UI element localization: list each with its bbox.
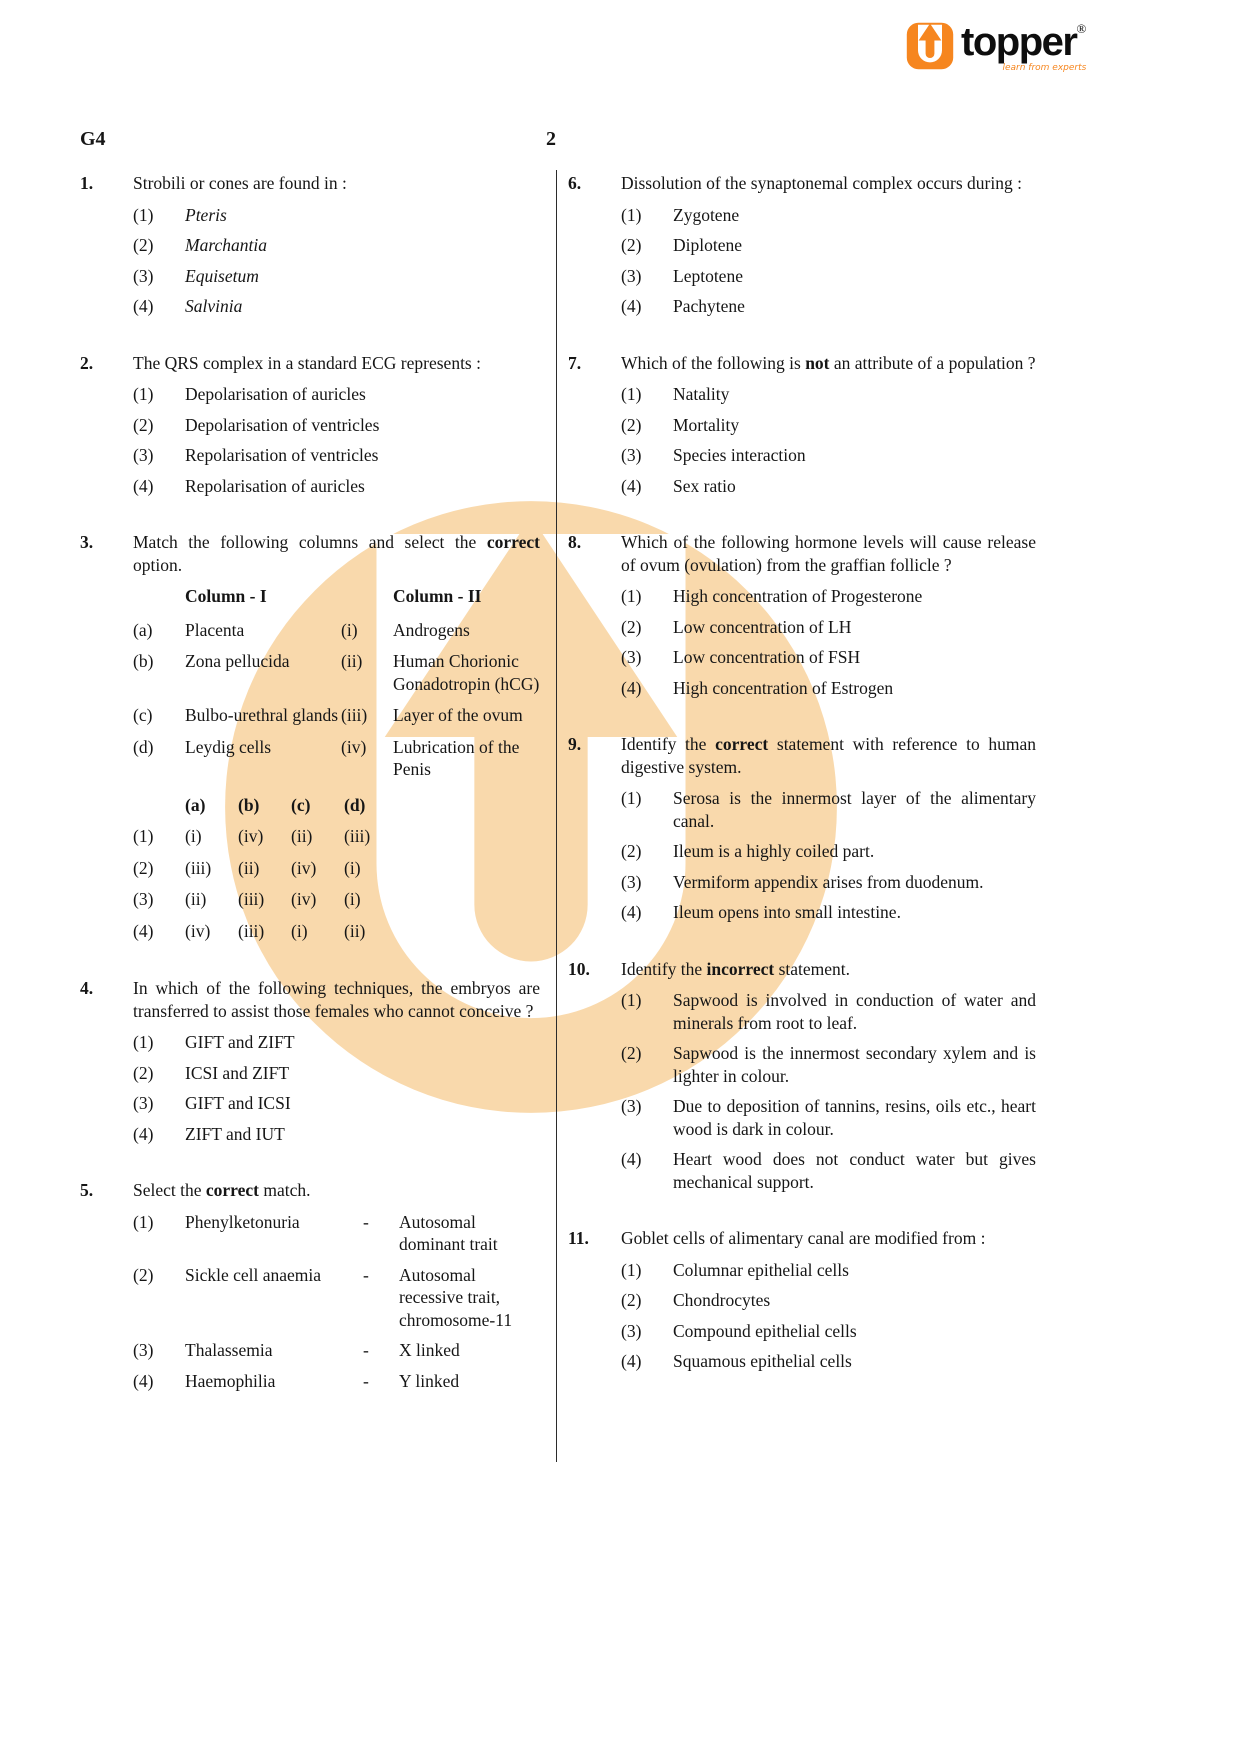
text-segment: Goblet cells of alimentary canal are modified from : (621, 1228, 986, 1248)
spacer (133, 585, 185, 608)
option (133, 383, 540, 406)
text-segment: an attribute of a population ? (829, 352, 1036, 373)
text-segment: Heart wood does not conduct water but gives mechanical support. (673, 1149, 1036, 1192)
match-pair (133, 1370, 540, 1393)
question-number: 9. (568, 734, 582, 754)
text-segment: Identify the (621, 734, 716, 754)
option-text (673, 840, 1036, 863)
option-label: (3) (133, 265, 154, 286)
question-4 (80, 977, 540, 1153)
option (133, 1062, 540, 1085)
text-segment: Leptotene (673, 265, 743, 286)
option-text (673, 677, 1036, 700)
pair-dash: - (363, 1211, 369, 1232)
option-label: (4) (133, 475, 154, 496)
option-text (185, 1123, 540, 1146)
text-segment: ICSI and ZIFT (185, 1062, 290, 1083)
match-header-row (133, 585, 540, 608)
text-segment: Ileum is a highly coiled part. (673, 841, 875, 861)
text-segment: Which of the following is (621, 352, 806, 373)
pair-right-text: X linked (399, 1340, 460, 1360)
option (621, 204, 1036, 227)
option (133, 444, 540, 467)
match-left-label: (d) (133, 736, 154, 757)
question-3 (80, 531, 540, 951)
option (621, 265, 1036, 288)
grid-header-cell: (c) (291, 794, 311, 815)
text-segment: Identify the (621, 958, 707, 979)
option-label: (2) (133, 235, 154, 255)
option-label: (1) (133, 384, 154, 404)
grid-cell: (ii) (238, 857, 260, 878)
option-label: (2) (133, 414, 154, 435)
grid-cell: (ii) (344, 920, 366, 941)
text-segment: Mortality (673, 414, 740, 435)
option (133, 414, 540, 437)
pair-right-text: Autosomal recessive trait, chromosome-11 (399, 1264, 513, 1330)
text-segment: Columnar epithelial cells (673, 1259, 849, 1280)
grid-cell: (iii) (238, 920, 265, 941)
question-number: 10. (568, 958, 590, 979)
text-segment: Natality (673, 384, 730, 404)
option (133, 1031, 540, 1054)
question-7 (568, 352, 1036, 506)
question-6 (568, 172, 1036, 326)
text-segment: correct (205, 1180, 259, 1200)
page-number: 2 (546, 128, 556, 150)
question-number: 1. (80, 173, 94, 193)
grid-cell: (i) (344, 857, 361, 878)
option (621, 1095, 1036, 1140)
option-text (673, 787, 1036, 832)
option-text (673, 234, 1036, 257)
option (621, 1350, 1036, 1373)
brand-tagline: learn from experts (1002, 63, 1087, 73)
text-segment: Species interaction (673, 445, 806, 465)
text-segment: correct (486, 532, 540, 552)
text-segment: not (805, 352, 830, 373)
option-text (185, 383, 540, 406)
option-text (673, 901, 1036, 924)
option (621, 840, 1036, 863)
brand-name: topper (961, 20, 1077, 64)
option-label: (2) (621, 414, 642, 435)
answer-grid-row (133, 857, 540, 880)
option-label: (3) (621, 871, 642, 892)
option-label: (2) (133, 1062, 154, 1083)
grid-cell: (i) (344, 889, 361, 909)
text-segment: ZIFT and IUT (185, 1123, 285, 1144)
option-text (673, 475, 1036, 498)
option-label: (4) (621, 902, 642, 922)
option-label: (2) (621, 616, 642, 637)
text-segment: Diplotene (673, 235, 743, 255)
option-text (673, 414, 1036, 437)
question-body (621, 172, 1036, 326)
answer-grid-row (133, 825, 540, 848)
text-segment: Sapwood is involved in conduction of water and minerals from root to leaf. (673, 990, 1036, 1033)
option-label: (3) (621, 1320, 642, 1341)
match-row (133, 704, 540, 727)
option-text (673, 204, 1036, 227)
question-number: 6. (568, 173, 582, 193)
option-label: (1) (621, 990, 642, 1010)
text-segment: Zygotene (673, 204, 740, 225)
match-row (133, 736, 540, 781)
option-text (185, 414, 540, 437)
match-pair (133, 1339, 540, 1362)
option (621, 989, 1036, 1034)
question-number: 2. (80, 352, 94, 373)
text-segment: option. (133, 554, 183, 575)
option-label: (2) (133, 857, 154, 878)
option-label: (3) (621, 1096, 642, 1116)
text-segment: High concentration of Progesterone (673, 586, 923, 606)
question-9 (568, 733, 1036, 932)
question-2 (80, 352, 540, 506)
spacer (341, 585, 393, 608)
text-segment: Pteris (185, 204, 227, 225)
text-segment: Sapwood is the innermost secondary xylem and is lighter in colour. (673, 1043, 1036, 1086)
grid-header-cell: (d) (344, 794, 366, 815)
grid-cell: (iv) (238, 826, 264, 846)
option-label: (1) (621, 384, 642, 404)
question-body (133, 531, 540, 951)
option-label: (1) (621, 788, 642, 808)
option-label: (3) (621, 445, 642, 465)
registered-mark: ® (1076, 21, 1087, 36)
option (621, 871, 1036, 894)
text-segment: The QRS complex in a standard ECG represents : (133, 352, 481, 373)
text-segment: Serosa is the innermost layer of the alimentary canal. (673, 788, 1036, 831)
option (621, 787, 1036, 832)
text-segment: correct (715, 734, 769, 754)
option (621, 475, 1036, 498)
text-segment: Equisetum (185, 265, 259, 286)
text-segment: Repolarisation of ventricles (185, 445, 379, 465)
match-left-text: Bulbo-urethral glands (185, 705, 339, 725)
option (133, 1123, 540, 1146)
grid-header-cell: (b) (238, 794, 260, 815)
question-body (133, 977, 540, 1153)
answer-grid-row (133, 888, 540, 911)
column-divider (556, 170, 557, 1462)
pair-dash: - (363, 1340, 369, 1360)
option-text (673, 1350, 1036, 1373)
question-number: 3. (80, 532, 94, 552)
question-1 (80, 172, 540, 326)
option (133, 295, 540, 318)
left-column (80, 172, 540, 1426)
match-row (133, 650, 540, 695)
option-label: (3) (133, 445, 154, 465)
question-body (133, 1179, 540, 1400)
option-text (673, 1259, 1036, 1282)
option (133, 475, 540, 498)
grid-cell: (iv) (291, 857, 317, 878)
pair-right-text: Y linked (399, 1370, 460, 1391)
match-left-text: Placenta (185, 619, 245, 640)
match-right-label: (iv) (341, 736, 367, 757)
option (621, 1320, 1036, 1343)
question-prompt (133, 352, 540, 375)
text-segment: Marchantia (185, 235, 267, 255)
text-segment: Low concentration of FSH (673, 647, 861, 667)
match-left-label: (c) (133, 705, 153, 725)
question-body (621, 733, 1036, 932)
text-segment: Pachytene (673, 296, 745, 316)
question-prompt (621, 958, 1036, 981)
option (621, 1042, 1036, 1087)
option-text (185, 265, 540, 288)
option-text (673, 646, 1036, 669)
question-body (133, 172, 540, 326)
option-label: (2) (621, 1290, 642, 1310)
match-right-text: Human Chorionic Gonadotropin (hCG) (393, 651, 540, 694)
question-prompt (133, 531, 540, 576)
option (621, 901, 1036, 924)
option-text (185, 475, 540, 498)
option-label: (1) (621, 204, 642, 225)
question-prompt (133, 172, 540, 195)
match-left-text: Leydig cells (185, 736, 272, 757)
option-text (673, 1095, 1036, 1140)
option-label: (2) (133, 1264, 154, 1285)
match-right-text: Androgens (393, 619, 470, 640)
right-column (568, 172, 1036, 1407)
question-body (621, 352, 1036, 506)
option-text (673, 871, 1036, 894)
text-segment: Chondrocytes (673, 1290, 771, 1310)
question-number: 5. (80, 1180, 94, 1200)
question-number: 11. (568, 1228, 589, 1248)
option (621, 1148, 1036, 1193)
pair-left-text: Haemophilia (185, 1370, 276, 1391)
question-prompt (621, 1227, 1036, 1250)
pair-dash: - (363, 1370, 369, 1391)
question-body (133, 352, 540, 506)
text-segment: Ileum opens into small intestine. (673, 902, 901, 922)
option (621, 234, 1036, 257)
option-text (185, 1062, 540, 1085)
answer-grid-header (133, 794, 540, 817)
option-text (673, 1320, 1036, 1343)
text-segment: In which of the following techniques, the embryos are transferred to assist those females who cannot conceive ? (133, 978, 540, 1021)
grid-cell: (iv) (291, 889, 317, 909)
grid-cell: (iii) (344, 826, 371, 846)
match-left-label: (a) (133, 619, 153, 640)
grid-header-cell: (a) (185, 794, 206, 815)
option-label: (2) (621, 1043, 642, 1063)
option-text (673, 383, 1036, 406)
text-segment: Strobili or cones are found in : (133, 173, 347, 193)
question-prompt (621, 733, 1036, 778)
option (621, 383, 1036, 406)
question-body (621, 1227, 1036, 1381)
option-text (673, 1148, 1036, 1193)
match-left-text: Zona pellucida (185, 651, 290, 671)
text-segment: GIFT and ZIFT (185, 1032, 295, 1052)
option (621, 1259, 1036, 1282)
question-prompt (133, 1179, 540, 1202)
spacer (133, 794, 185, 817)
option-text (673, 989, 1036, 1034)
grid-cell: (ii) (291, 826, 313, 846)
option-label: (4) (621, 296, 642, 316)
option-label: (4) (133, 1123, 154, 1144)
option-label: (2) (621, 235, 642, 255)
text-segment: GIFT and ICSI (185, 1093, 291, 1113)
option-label: (2) (621, 841, 642, 861)
option-text (185, 444, 540, 467)
option-text (673, 444, 1036, 467)
column2-header: Column - II (393, 586, 482, 606)
match-columns-block (133, 585, 540, 942)
topper-logo (906, 22, 1086, 73)
option-text (185, 295, 540, 318)
text-segment: Sex ratio (673, 475, 736, 496)
match-right-text: Layer of the ovum (393, 705, 523, 725)
option-text (185, 1031, 540, 1054)
match-right-label: (iii) (341, 705, 368, 725)
option-text (673, 616, 1036, 639)
option-label: (4) (133, 920, 154, 941)
option-label: (1) (133, 1032, 154, 1052)
question-prompt (133, 977, 540, 1022)
question-number: 8. (568, 532, 582, 552)
pair-left-text: Sickle cell anaemia (185, 1264, 322, 1285)
option-label: (4) (133, 296, 154, 316)
option-text (185, 1092, 540, 1115)
option (621, 1289, 1036, 1312)
match-right-label: (i) (341, 619, 358, 640)
text-segment: Compound epithelial cells (673, 1320, 857, 1341)
option-label: (3) (621, 647, 642, 667)
page-code: G4 (80, 128, 106, 150)
match-right-label: (ii) (341, 651, 363, 671)
option-label: (4) (133, 1370, 154, 1391)
text-segment: Select the (133, 1180, 206, 1200)
option-label: (1) (133, 204, 154, 225)
option-label: (1) (133, 1211, 154, 1232)
option (621, 616, 1036, 639)
grid-cell: (ii) (185, 889, 207, 909)
option (621, 414, 1036, 437)
question-prompt (621, 352, 1036, 375)
match-left-label: (b) (133, 651, 154, 671)
option-label: (3) (621, 265, 642, 286)
option-text (673, 1042, 1036, 1087)
option (621, 444, 1036, 467)
option-label: (4) (621, 1351, 642, 1371)
question-body (621, 958, 1036, 1202)
text-segment: Squamous epithelial cells (673, 1351, 852, 1371)
topper-logo-icon (906, 22, 954, 70)
grid-cell: (i) (185, 826, 202, 846)
option-text (673, 1289, 1036, 1312)
text-segment: statement. (774, 958, 851, 979)
question-11 (568, 1227, 1036, 1381)
question-number: 7. (568, 352, 582, 373)
text-segment: statement with reference to human digestive system. (621, 734, 1037, 777)
question-number: 4. (80, 978, 94, 998)
match-pair (133, 1264, 540, 1332)
option-label: (3) (133, 1093, 154, 1113)
grid-cell: (i) (291, 920, 308, 941)
logo-text (961, 22, 1086, 73)
text-segment: Salvinia (185, 296, 243, 316)
match-right-text: Lubrication of the Penis (393, 736, 520, 779)
option-label: (3) (133, 889, 154, 909)
text-segment: match. (259, 1180, 311, 1200)
option-label: (1) (133, 826, 154, 846)
option (133, 204, 540, 227)
option-text (673, 295, 1036, 318)
text-segment: Which of the following hormone levels will cause release of ovum (ovulation) from the graffian follicle ? (621, 532, 1036, 575)
pair-left-text: Phenylketonuria (185, 1211, 300, 1232)
pair-left-text: Thalassemia (185, 1340, 273, 1360)
text-segment: Depolarisation of ventricles (185, 414, 380, 435)
option-text (673, 585, 1036, 608)
text-segment: Depolarisation of auricles (185, 384, 366, 404)
question-prompt (621, 172, 1036, 195)
text-segment: Low concentration of LH (673, 616, 852, 637)
option (621, 677, 1036, 700)
option-label: (1) (621, 586, 642, 606)
option (133, 265, 540, 288)
text-segment: Repolarisation of auricles (185, 475, 365, 496)
answer-grid-row (133, 920, 540, 943)
grid-cell: (iii) (238, 889, 265, 909)
match-row (133, 619, 540, 642)
text-segment: Due to deposition of tannins, resins, oils etc., heart wood is dark in colour. (673, 1096, 1036, 1139)
question-body (621, 531, 1036, 707)
option-text (185, 204, 540, 227)
text-segment: Match the following columns and select the (133, 532, 487, 552)
column1-header: Column - I (185, 586, 267, 606)
question-prompt (621, 531, 1036, 576)
option (133, 234, 540, 257)
question-10 (568, 958, 1036, 1202)
text-segment: Dissolution of the synaptonemal complex occurs during : (621, 173, 1022, 193)
option-label: (4) (621, 677, 642, 698)
option-label: (3) (133, 1340, 154, 1360)
option-label: (4) (621, 1149, 642, 1169)
option (621, 585, 1036, 608)
question-5 (80, 1179, 540, 1400)
option-text (185, 234, 540, 257)
grid-cell: (iv) (185, 920, 211, 941)
option-text (673, 265, 1036, 288)
match-pair (133, 1211, 540, 1256)
text-segment: incorrect (706, 958, 775, 979)
option (621, 646, 1036, 669)
option-label: (4) (621, 475, 642, 496)
question-8 (568, 531, 1036, 707)
grid-cell: (iii) (185, 857, 212, 878)
pair-dash: - (363, 1264, 369, 1285)
text-segment: High concentration of Estrogen (673, 677, 894, 698)
option (133, 1092, 540, 1115)
option-label: (1) (621, 1259, 642, 1280)
pair-right-text: Autosomal dominant trait (399, 1211, 498, 1254)
text-segment: Vermiform appendix arises from duodenum. (673, 871, 984, 892)
option (621, 295, 1036, 318)
